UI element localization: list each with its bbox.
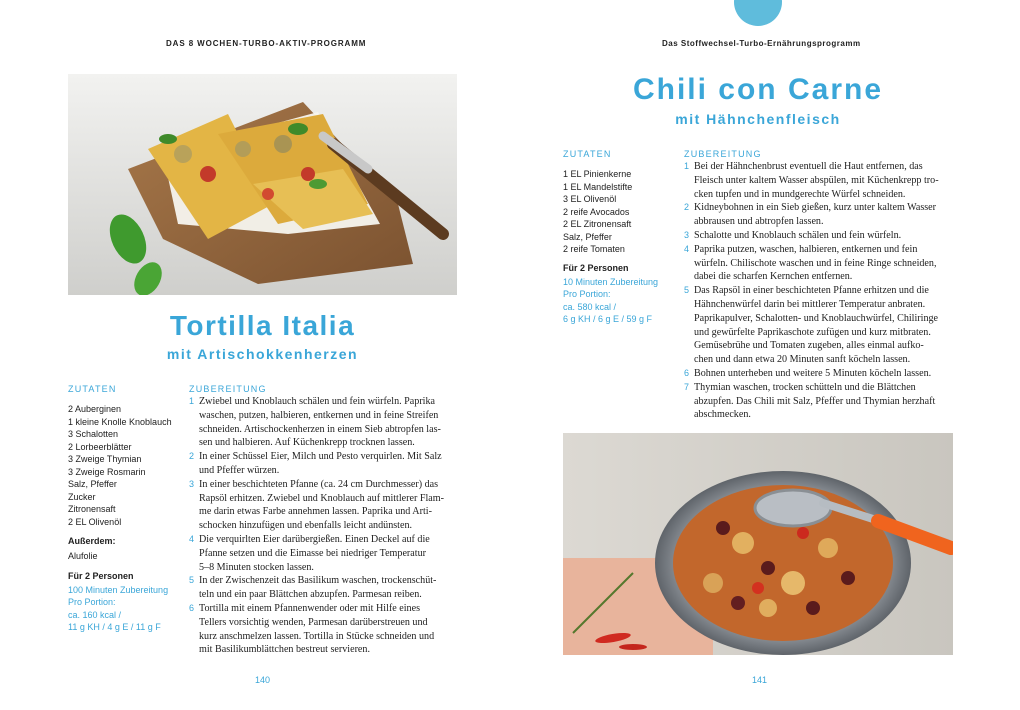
servings: Für 2 Personen (563, 262, 629, 273)
ingredients-heading: ZUTATEN (563, 149, 612, 159)
ingredients-heading: ZUTATEN (68, 384, 117, 394)
method-step (189, 478, 457, 533)
prep-line: 6 g KH / 6 g E / 59 g F (563, 314, 653, 324)
method-steps (684, 160, 954, 422)
step-number: 2 (189, 451, 195, 462)
step-number: 3 (684, 229, 690, 240)
method-step (189, 395, 457, 450)
step-number: 6 (189, 602, 195, 613)
ingredient-item: Zitronensaft (68, 504, 116, 514)
right-ingredients-column (563, 149, 681, 326)
prep-info (563, 276, 681, 326)
step-line: Schalotte und Knoblauch schälen und fein würfeln. (694, 229, 902, 241)
chili-photo (563, 433, 953, 655)
step-line: abzupfen. Das Chili mit Salz, Pfeffer und Thymian herzhaft (694, 395, 936, 407)
step-number: 5 (684, 285, 690, 296)
left-running-header: DAS 8 WOCHEN-TURBO-AKTIV-PROGRAMM (166, 39, 367, 48)
step-line: Zwiebel und Knoblauch schälen und fein würfeln. Paprika (199, 396, 436, 407)
ingredient-item: Salz, Pfeffer (563, 231, 612, 242)
prep-info (68, 584, 183, 634)
method-step (189, 602, 457, 657)
prep-line: 11 g KH / 4 g E / 11 g F (68, 622, 161, 632)
right-recipe-title: Chili con Carne (632, 73, 884, 106)
method-steps (189, 395, 457, 657)
ingredient-item: 2 Lorbeerblätter (68, 441, 132, 452)
step-line: 5–8 Minuten stocken lassen. (199, 561, 314, 573)
ingredient-item: 1 EL Pinienkerne (563, 169, 632, 179)
ingredient-item: 1 EL Mandelstifte (563, 181, 633, 192)
step-line: und Pfeffer würzen. (199, 464, 280, 476)
servings: Für 2 Personen (68, 570, 134, 581)
step-number: 7 (684, 381, 690, 392)
right-page-number: 141 (752, 675, 768, 685)
method-heading: ZUBEREITUNG (684, 149, 762, 159)
step-line: cken tupfen und in mundgerechte Würfel schneiden. (694, 188, 906, 200)
step-line: Hähnchenwürfel darin bei mittlerer Temperatur anbraten. (694, 298, 926, 310)
right-recipe-subtitle: mit Hähnchenfleisch (675, 111, 841, 127)
left-ingredients-column (68, 384, 183, 634)
left-recipe-subtitle: mit Artischokkenherzen (166, 346, 359, 362)
ingredient-item: 3 Zweige Thymian (68, 454, 142, 464)
step-line: Das Rapsöl in einer beschichteten Pfanne erhitzen und die (694, 285, 929, 297)
method-step (189, 574, 457, 602)
ingredients-list (68, 403, 183, 528)
step-line: dabei die scharfen Kernchen entfernen. (694, 271, 853, 283)
ingredient-item: 3 Schalotten (68, 429, 119, 439)
ingredient-item: 2 EL Olivenöl (68, 516, 122, 527)
step-line: Fleisch unter kaltem Wasser abspülen, mit Küchenkrepp tro- (694, 174, 939, 186)
prep-line: 10 Minuten Zubereitung (563, 276, 659, 287)
step-number: 4 (684, 243, 690, 254)
decorative-circle (734, 0, 782, 26)
method-heading: ZUBEREITUNG (189, 384, 267, 394)
ingredients-list (563, 168, 681, 256)
step-line: Kidneybohnen in ein Sieb gießen, kurz unter kaltem Wasser (694, 202, 937, 214)
step-number: 5 (189, 575, 195, 586)
ingredient-item: Zucker (68, 491, 96, 502)
step-line: und gewürfelte Paprikaschote zufügen und kurz mitbraten. (694, 326, 931, 338)
step-line: Die verquirlten Eier darübergießen. Einen Deckel auf die (199, 533, 430, 545)
step-line: schocken hinzufügen und ebenfalls leicht andünsten. (199, 520, 413, 532)
step-line: Bei der Hähnchenbrust eventuell die Haut entfernen, das (694, 161, 923, 172)
step-line: me darin etwas Farbe annehmen lassen. Paprika und Arti- (199, 506, 432, 518)
step-number: 4 (189, 533, 195, 544)
method-step (684, 201, 954, 229)
step-line: Gemüsebrühe und Tomaten zugeben, alles einmal aufko- (694, 340, 924, 352)
method-step (684, 284, 954, 367)
prep-line: 100 Minuten Zubereitung (68, 584, 169, 595)
step-line: Tortilla mit einem Pfannenwender oder mit Hilfe eines (199, 602, 421, 614)
step-line: Thymian waschen, trocken schütteln und die Blättchen (694, 381, 916, 393)
step-line: Paprika putzen, waschen, halbieren, entkernen und fein (694, 243, 918, 255)
method-step (684, 160, 954, 201)
step-line: Paprikapulver, Schalotten- und Knoblauchwürfel, Chiliringe (694, 312, 939, 324)
step-number: 2 (684, 202, 690, 213)
step-line: Tellers vorsichtig wenden, Parmesan darüberstreuen und (199, 616, 428, 628)
ingredient-item: 2 Auberginen (68, 404, 122, 414)
step-line: abbrausen und abtropfen lassen. (694, 216, 824, 228)
prep-line: ca. 160 kcal / (68, 609, 122, 620)
method-step (684, 367, 954, 381)
left-page-number: 140 (255, 675, 271, 685)
method-step (684, 381, 954, 422)
step-number: 1 (684, 161, 690, 171)
step-line: In einer beschichteten Pfanne (ca. 24 cm Durchmesser) das (199, 478, 439, 490)
step-line: sen und halbieren. Auf Küchenkrepp trocknen lassen. (199, 437, 415, 449)
step-line: Pfanne setzen und die Eimasse bei niedriger Temperatur (199, 547, 426, 559)
ingredient-item: 2 reife Tomaten (563, 244, 625, 254)
ingredient-item: 3 Zweige Rosmarin (68, 466, 146, 477)
step-line: In einer Schüssel Eier, Milch und Pesto verquirlen. Mit Salz (199, 451, 442, 463)
extra-item: Alufolie (68, 551, 98, 561)
step-line: Rapsöl erhitzen. Zwiebel und Knoblauch auf mittlerer Flam- (199, 492, 444, 504)
method-step (189, 533, 457, 574)
step-line: kurz anschmelzen lassen. Tortilla in Stücke schneiden und (199, 630, 435, 642)
step-line: teln und ein paar Blättchen abzupfen. Parmesan reiben. (199, 589, 422, 601)
right-method-column (684, 149, 954, 422)
ingredient-item: Salz, Pfeffer (68, 479, 117, 489)
step-line: waschen, putzen, halbieren, entkernen und in feine Streifen (199, 409, 439, 421)
step-line: schneiden. Artischockenherzen in einem Sieb abtropfen las- (199, 423, 441, 435)
prep-line: Pro Portion: (68, 597, 116, 607)
ingredient-item: 2 reife Avocados (563, 206, 630, 217)
ingredient-item: 3 EL Olivenöl (563, 194, 617, 204)
step-line: Bohnen unterheben und weitere 5 Minuten köcheln lassen. (694, 367, 932, 379)
tortilla-photo (68, 74, 457, 295)
method-step (189, 450, 457, 478)
step-line: In der Zwischenzeit das Basilikum waschen, trockenschüt- (199, 575, 437, 587)
step-line: chen und dann etwa 20 Minuten sanft köcheln lassen. (694, 354, 911, 366)
step-line: mit Basilikumblättchen bestreut servieren. (199, 644, 370, 656)
ingredient-item: 1 kleine Knolle Knoblauch (68, 416, 172, 427)
step-number: 6 (684, 367, 690, 378)
step-line: abschmecken. (694, 409, 751, 421)
left-method-column (189, 384, 457, 657)
step-number: 1 (189, 396, 195, 406)
method-step (684, 243, 954, 284)
prep-line: ca. 580 kcal / (563, 301, 617, 312)
extra-heading: Außerdem: (68, 536, 116, 546)
left-recipe-title: Tortilla Italia (169, 310, 356, 341)
step-number: 3 (189, 478, 195, 489)
step-line: würfeln. Chilischote waschen und in feine Ringe schneiden, (694, 257, 937, 269)
ingredient-item: 2 EL Zitronensaft (563, 219, 632, 229)
prep-line: Pro Portion: (563, 289, 611, 299)
right-running-header: Das Stoffwechsel-Turbo-Ernährungsprogramm (662, 39, 861, 48)
method-step (684, 229, 954, 243)
